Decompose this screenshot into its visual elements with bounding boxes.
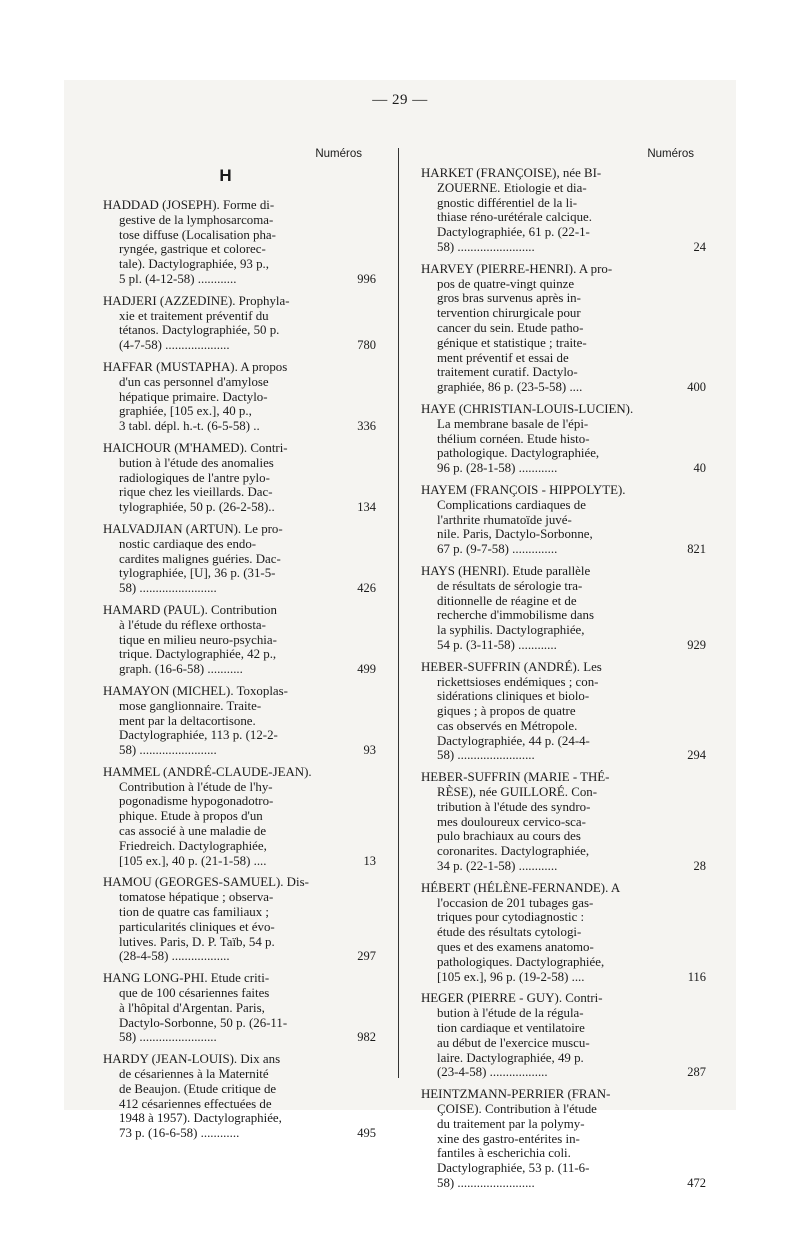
entry-line: Dactylographiée, 61 p. (22-1-: [437, 225, 590, 240]
index-entry: [421, 166, 706, 255]
entry-line: radiologiques de l'antre pylo-: [119, 470, 270, 485]
entry-line: 58) ........................: [437, 748, 535, 763]
index-entry: [421, 880, 706, 985]
entry-number: 495: [357, 1126, 376, 1141]
entry-line: HALVADJIAN (ARTUN). Le pro-: [103, 521, 283, 536]
entry-line: 34 p. (22-1-58) ............: [437, 859, 558, 874]
entry-line: Contribution à l'étude de l'hy-: [119, 779, 273, 794]
entry-line: particularités cliniques et évo-: [119, 919, 275, 934]
entry-line: xie et traitement préventif du: [119, 308, 269, 323]
entry-line: HARVEY (PIERRE-HENRI). A pro-: [421, 261, 613, 276]
entry-line: HAYS (HENRI). Etude parallèle: [421, 563, 591, 578]
index-entry: [103, 971, 376, 1045]
index-entry: [421, 401, 706, 476]
entry-line: 5 pl. (4-12-58) ............: [119, 271, 237, 286]
entry-number: 13: [363, 853, 376, 868]
section-letter: H: [219, 166, 232, 185]
entry-number: 116: [687, 969, 706, 984]
entry-line: phique. Etude à propos d'un: [119, 809, 263, 824]
entry-line: tique en milieu neuro-psychia-: [119, 632, 277, 647]
entry-line: tylographiée, 50 p. (26-2-58)..: [119, 500, 275, 515]
entry-line: HEINTZMANN-PERRIER (FRAN-: [421, 1087, 611, 1102]
index-entry: [103, 875, 376, 964]
entry-line: HAMMEL (ANDRÉ-CLAUDE-JEAN).: [103, 764, 312, 779]
index-entry: [103, 684, 376, 758]
entry-number: 400: [687, 380, 706, 395]
entry-line: HAMARD (PAUL). Contribution: [103, 602, 277, 617]
entry-line: l'occasion de 201 tubages gas-: [437, 895, 594, 910]
entry-line: 412 césariennes effectuées de: [119, 1096, 272, 1111]
entry-line: ditionnelle de réagine et de: [437, 593, 577, 608]
numeros-header-left: Numéros: [315, 148, 362, 160]
entry-line: ques et des examens anatomo-: [437, 940, 594, 955]
entry-line: au début de l'exercice muscu-: [437, 1035, 590, 1050]
entry-number: 336: [357, 419, 376, 434]
entry-line: thélium cornéen. Etude histo-: [437, 431, 590, 446]
entry-line: Dactylo-Sorbonne, 50 p. (26-11-: [119, 1015, 288, 1030]
entry-line: 58) ........................: [437, 1176, 535, 1190]
entry-number: 821: [687, 542, 706, 557]
entry-line: sidérations cliniques et biolo-: [437, 689, 590, 704]
entry-line: [105 ex.], 96 p. (19-2-58) ....: [437, 969, 585, 984]
entry-line: graph. (16-6-58) ...........: [119, 662, 243, 677]
entry-line: 58) ........................: [119, 1030, 217, 1045]
entry-line: laire. Dactylographiée, 49 p.: [437, 1050, 584, 1065]
entry-line: tose diffuse (Localisation pha-: [119, 227, 276, 242]
entry-line: cardites malignes guéries. Dac-: [119, 551, 281, 566]
index-entry: [103, 522, 376, 596]
entry-line: triques pour cytodiagnostic :: [437, 910, 585, 925]
entry-line: pathologique. Dactylographiée,: [437, 446, 600, 461]
entry-number: 93: [363, 743, 376, 758]
entry-line: Dactylographiée, 53 p. (11-6-: [437, 1161, 590, 1176]
index-entry: [103, 765, 376, 869]
page-number: — 29 —: [372, 92, 428, 108]
entry-number: 134: [357, 500, 376, 515]
entry-line: thiase réno-urétérale calcique.: [437, 210, 592, 225]
entry-line: traitement curatif. Dactylo-: [437, 365, 578, 380]
entry-line: étude des résultats cytologi-: [437, 925, 582, 940]
entry-line: ZOUERNE. Etiologie et dia-: [437, 180, 587, 195]
index-entry: [421, 482, 706, 557]
entry-line: 58) ........................: [119, 743, 217, 758]
index-entry: [421, 659, 706, 764]
entry-line: HARDY (JEAN-LOUIS). Dix ans: [103, 1052, 281, 1067]
entry-line: tribution à l'étude des syndro-: [437, 799, 591, 814]
entry-line: 58) ........................: [119, 581, 217, 596]
entry-line: nile. Paris, Dactylo-Sorbonne,: [437, 527, 593, 542]
entry-line: l'arthrite rhumatoïde juvé-: [437, 512, 572, 527]
entry-line: 3 tabl. dépl. h.-t. (6-5-58) ..: [119, 419, 260, 434]
entry-line: tylographiée, [U], 36 p. (31-5-: [119, 566, 276, 581]
entry-line: trique. Dactylographiée, 42 p.,: [119, 647, 277, 662]
entry-line: pogonadisme hypogonadotro-: [119, 794, 274, 809]
entry-line: HAMAYON (MICHEL). Toxoplas-: [103, 683, 288, 698]
entry-line: 58) ........................: [437, 239, 535, 254]
entry-line: rickettsioses endémiques ; con-: [437, 674, 599, 689]
index-entry: [421, 991, 706, 1080]
entry-line: mose ganglionnaire. Traite-: [119, 698, 262, 713]
entry-line: de Beaujon. (Etude critique de: [119, 1081, 277, 1096]
entry-line: tomatose hépatique ; observa-: [119, 890, 274, 905]
entry-line: HARKET (FRANÇOISE), née BI-: [421, 166, 602, 180]
entry-line: Complications cardiaques de: [437, 497, 586, 512]
entry-line: tion de quatre cas familiaux ;: [119, 905, 269, 920]
entry-number: 780: [357, 338, 376, 353]
right-entries: [421, 166, 706, 1191]
entry-line: 54 p. (3-11-58) ............: [437, 637, 557, 652]
entry-line: tion cardiaque et ventilatoire: [437, 1021, 585, 1036]
entry-line: d'un cas personnel d'amylose: [119, 374, 269, 389]
entry-line: gnostic différentiel de la li-: [437, 195, 578, 210]
entry-line: la syphilis. Dactylographiée,: [437, 623, 585, 638]
entry-line: gros bras survenus après in-: [437, 291, 581, 306]
entry-number: 287: [687, 1065, 706, 1080]
entry-line: cas observés en Métropole.: [437, 718, 578, 733]
entry-line: HAICHOUR (M'HAMED). Contri-: [103, 440, 288, 455]
entry-line: hépatique primaire. Dactylo-: [119, 389, 268, 404]
entry-line: tervention chirurgicale pour: [437, 306, 581, 321]
entry-line: rique chez les vieillards. Dac-: [119, 485, 273, 500]
index-entry: [103, 1052, 376, 1141]
entry-line: HAMOU (GEORGES-SAMUEL). Dis-: [103, 875, 309, 890]
entry-number: 982: [357, 1030, 376, 1045]
entry-line: 96 p. (28-1-58) ............: [437, 461, 558, 476]
entry-line: génique et statistique ; traite-: [437, 335, 587, 350]
entry-line: (23-4-58) ..................: [437, 1065, 548, 1080]
index-entry: [421, 770, 706, 874]
entry-line: à l'étude du réflexe orthosta-: [119, 617, 266, 632]
entry-number: 472: [687, 1176, 706, 1190]
entry-line: HAYE (CHRISTIAN-LOUIS-LUCIEN).: [421, 401, 634, 416]
entry-line: La membrane basale de l'épi-: [437, 416, 589, 431]
left-entries: [103, 198, 376, 1141]
entry-line: recherche d'immobilisme dans: [437, 608, 594, 623]
right-column: [421, 148, 706, 1198]
entry-line: fantiles à escherichia coli.: [437, 1146, 571, 1161]
entry-line: gestive de la lymphosarcoma-: [119, 212, 274, 227]
entry-line: pos de quatre-vingt quinze: [437, 276, 575, 291]
entry-line: Dactylographiée, 113 p. (12-2-: [119, 728, 278, 743]
entry-line: HAYEM (FRANÇOIS - HIPPOLYTE).: [421, 482, 626, 497]
entry-line: à l'hôpital d'Argentan. Paris,: [119, 1000, 265, 1015]
entry-line: de césariennes à la Maternité: [119, 1067, 269, 1082]
index-entry: [103, 294, 376, 353]
entry-line: que de 100 césariennes faites: [119, 986, 270, 1001]
entry-line: de résultats de sérologie tra-: [437, 578, 583, 593]
entry-line: lutives. Paris, D. P. Taïb, 54 p.: [119, 934, 275, 949]
left-column: [103, 148, 376, 1148]
entry-line: HÉBERT (HÉLÈNE-FERNANDE). A: [421, 880, 621, 895]
entry-line: bution à l'étude des anomalies: [119, 455, 274, 470]
entry-line: tale). Dactylographiée, 93 p.,: [119, 257, 269, 272]
numeros-header-right: Numéros: [647, 148, 694, 160]
entry-line: 73 p. (16-6-58) ............: [119, 1126, 240, 1141]
entry-line: [105 ex.], 40 p. (21-1-58) ....: [119, 853, 267, 868]
entry-line: HAFFAR (MUSTAPHA). A propos: [103, 359, 288, 374]
index-entry: [421, 261, 706, 395]
entry-line: giques ; à propos de quatre: [437, 704, 576, 719]
entry-line: HEBER-SUFFRIN (MARIE - THÉ-: [421, 770, 610, 785]
column-divider: [398, 148, 399, 1078]
entry-line: RÈSE), née GUILLORÉ. Con-: [437, 785, 598, 800]
index-entry: [103, 360, 376, 434]
entry-line: cas associé à une maladie de: [119, 824, 267, 839]
entry-line: Dactylographiée, 44 p. (24-4-: [437, 733, 590, 748]
entry-line: (4-7-58) ....................: [119, 338, 230, 353]
entry-line: HADJERI (AZZEDINE). Prophyla-: [103, 293, 290, 308]
entry-line: tétanos. Dactylographiée, 50 p.: [119, 323, 280, 338]
entry-line: coronarites. Dactylographiée,: [437, 844, 590, 859]
entry-number: 499: [357, 662, 376, 677]
entry-line: Friedreich. Dactylographiée,: [119, 838, 267, 853]
entry-line: mes douloureux cervico-sca-: [437, 814, 586, 829]
entry-number: 996: [357, 271, 376, 286]
entry-line: (28-4-58) ..................: [119, 949, 230, 964]
entry-line: ryngée, gastrique et colorec-: [119, 242, 266, 257]
entry-number: 426: [357, 581, 376, 596]
entry-line: graphiée, [105 ex.], 40 p.,: [119, 404, 252, 419]
entry-number: 28: [693, 859, 706, 874]
entry-line: HANG LONG-PHI. Etude criti-: [103, 971, 270, 986]
entry-line: bution à l'étude de la régula-: [437, 1006, 584, 1021]
entry-line: graphiée, 86 p. (23-5-58) ....: [437, 380, 583, 395]
entry-line: HEBER-SUFFRIN (ANDRÉ). Les: [421, 659, 602, 674]
entry-line: cancer du sein. Etude patho-: [437, 320, 584, 335]
entry-number: 929: [687, 637, 706, 652]
entry-number: 297: [357, 949, 376, 964]
entry-line: ment préventif et essai de: [437, 350, 569, 365]
entry-line: du traitement par la polymy-: [437, 1116, 585, 1131]
index-entry: [421, 1087, 706, 1191]
entry-line: pulo brachiaux au cours des: [437, 829, 581, 844]
entry-line: xine des gastro-entérites in-: [437, 1131, 580, 1146]
entry-line: HEGER (PIERRE - GUY). Contri-: [421, 991, 603, 1006]
entry-number: 294: [687, 748, 706, 763]
entry-line: pathologiques. Dactylographiée,: [437, 954, 605, 969]
entry-line: 67 p. (9-7-58) ..............: [437, 542, 558, 557]
index-entry: [103, 441, 376, 515]
entry-line: nostic cardiaque des endo-: [119, 536, 257, 551]
index-entry: [421, 563, 706, 653]
entry-line: 1948 à 1957). Dactylographiée,: [119, 1111, 282, 1126]
index-entry: [103, 603, 376, 677]
entry-number: 24: [693, 239, 706, 254]
entry-line: ÇOISE). Contribution à l'étude: [437, 1102, 597, 1117]
index-entry: [103, 198, 376, 287]
entry-number: 40: [693, 461, 706, 476]
entry-line: HADDAD (JOSEPH). Forme di-: [103, 198, 275, 212]
entry-line: ment par la deltacortisone.: [119, 713, 256, 728]
